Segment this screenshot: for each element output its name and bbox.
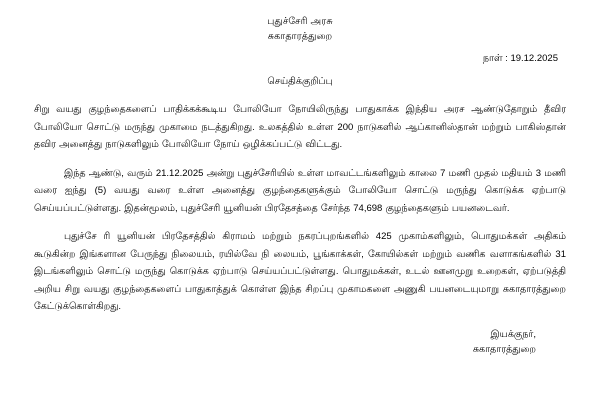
document-header	[34, 14, 566, 44]
paragraph-3: புதுச்சே ரி யூனியன் பிரதேசத்தில் கிராமம் மற்றும் நகரப்புறங்களில் 425 முகாம்களிலும், பொதுமக்கள் அதிகம் கூடுகின்ற இங்களான பேருந்து நிலையம், ரயில்வே நி லையம், பூங்காக்கள், கோயில்கள் மற்றும் வணிக வளாகங்களில் 31 இடங்களிலும் சொட்டு மருந்து கொடுக்க ஏற்பாடு செய்யப்பட்டுள்ளது. பொதுமக்கள், உடல் ஊனமுறு உறைகள், ஏற்படுத்தி அறிய சிறு வயது குழந்தைகளைப் பாதுகாத்துக் கொள்ள இந்த சிறப்பு முகாமகளை அணுகி பயனடையுமாறு சுகாதாரத்துறை கேட்டுக்கொள்கிறது.	[34, 231, 566, 312]
document-signature	[34, 327, 566, 357]
header-line-2: சுகாதாரத்துறை	[267, 31, 333, 42]
paragraph-2: இந்த ஆண்டு, வரும் 21.12.2025 அன்று புதுச்சேரியில் உள்ள மாவட்டங்களிலும் காலை 7 மணி முதல் மதியம் 3 மணி வரை ஐந்து (5) வயது வரை உள்ள அனைத்து குழந்தைகளுக்கும் போலியோ சொட்டு மருந்து கொடுக்க ஏற்பாடு செய்யப்பட்டுள்ளது. இதன்மூலம், புதுச்சேரி யூனியன் பிரதேசத்தை சேர்ந்த 74,698 குழந்தைகளும் பயனடைவர்.	[34, 167, 566, 214]
document-body	[34, 101, 566, 316]
paragraph-1: சிறு வயது குழந்தைகளைப் பாதிக்கக்கூடிய போலியோ நோயிலிருந்து பாதுகாக்க இந்திய அரச ஆண்டுதோறும் தீவிர போலியோ சொட்டு மருந்து முகாமை நடத்துகிறது. உலகத்தில் உள்ள 200 நாடுகளில் ஆப்கானிஸ்தான் மற்றும் பாகிஸ்தான் தவிர அனைத்து நாடுகளிலும் போலியோ நோய் ஒழிக்கப்பட்டு விட்டது.	[34, 104, 566, 150]
signature-line-2: சுகாதாரத்துறை	[472, 343, 536, 355]
header-line-1: புதுச்சேரி அரசு	[267, 16, 333, 27]
document-date: நாள் : 19.12.2025	[482, 53, 558, 64]
document-subject: செய்திக்குறிப்பு	[267, 76, 333, 87]
signature-line-1: இயக்குநர்,	[490, 328, 536, 340]
